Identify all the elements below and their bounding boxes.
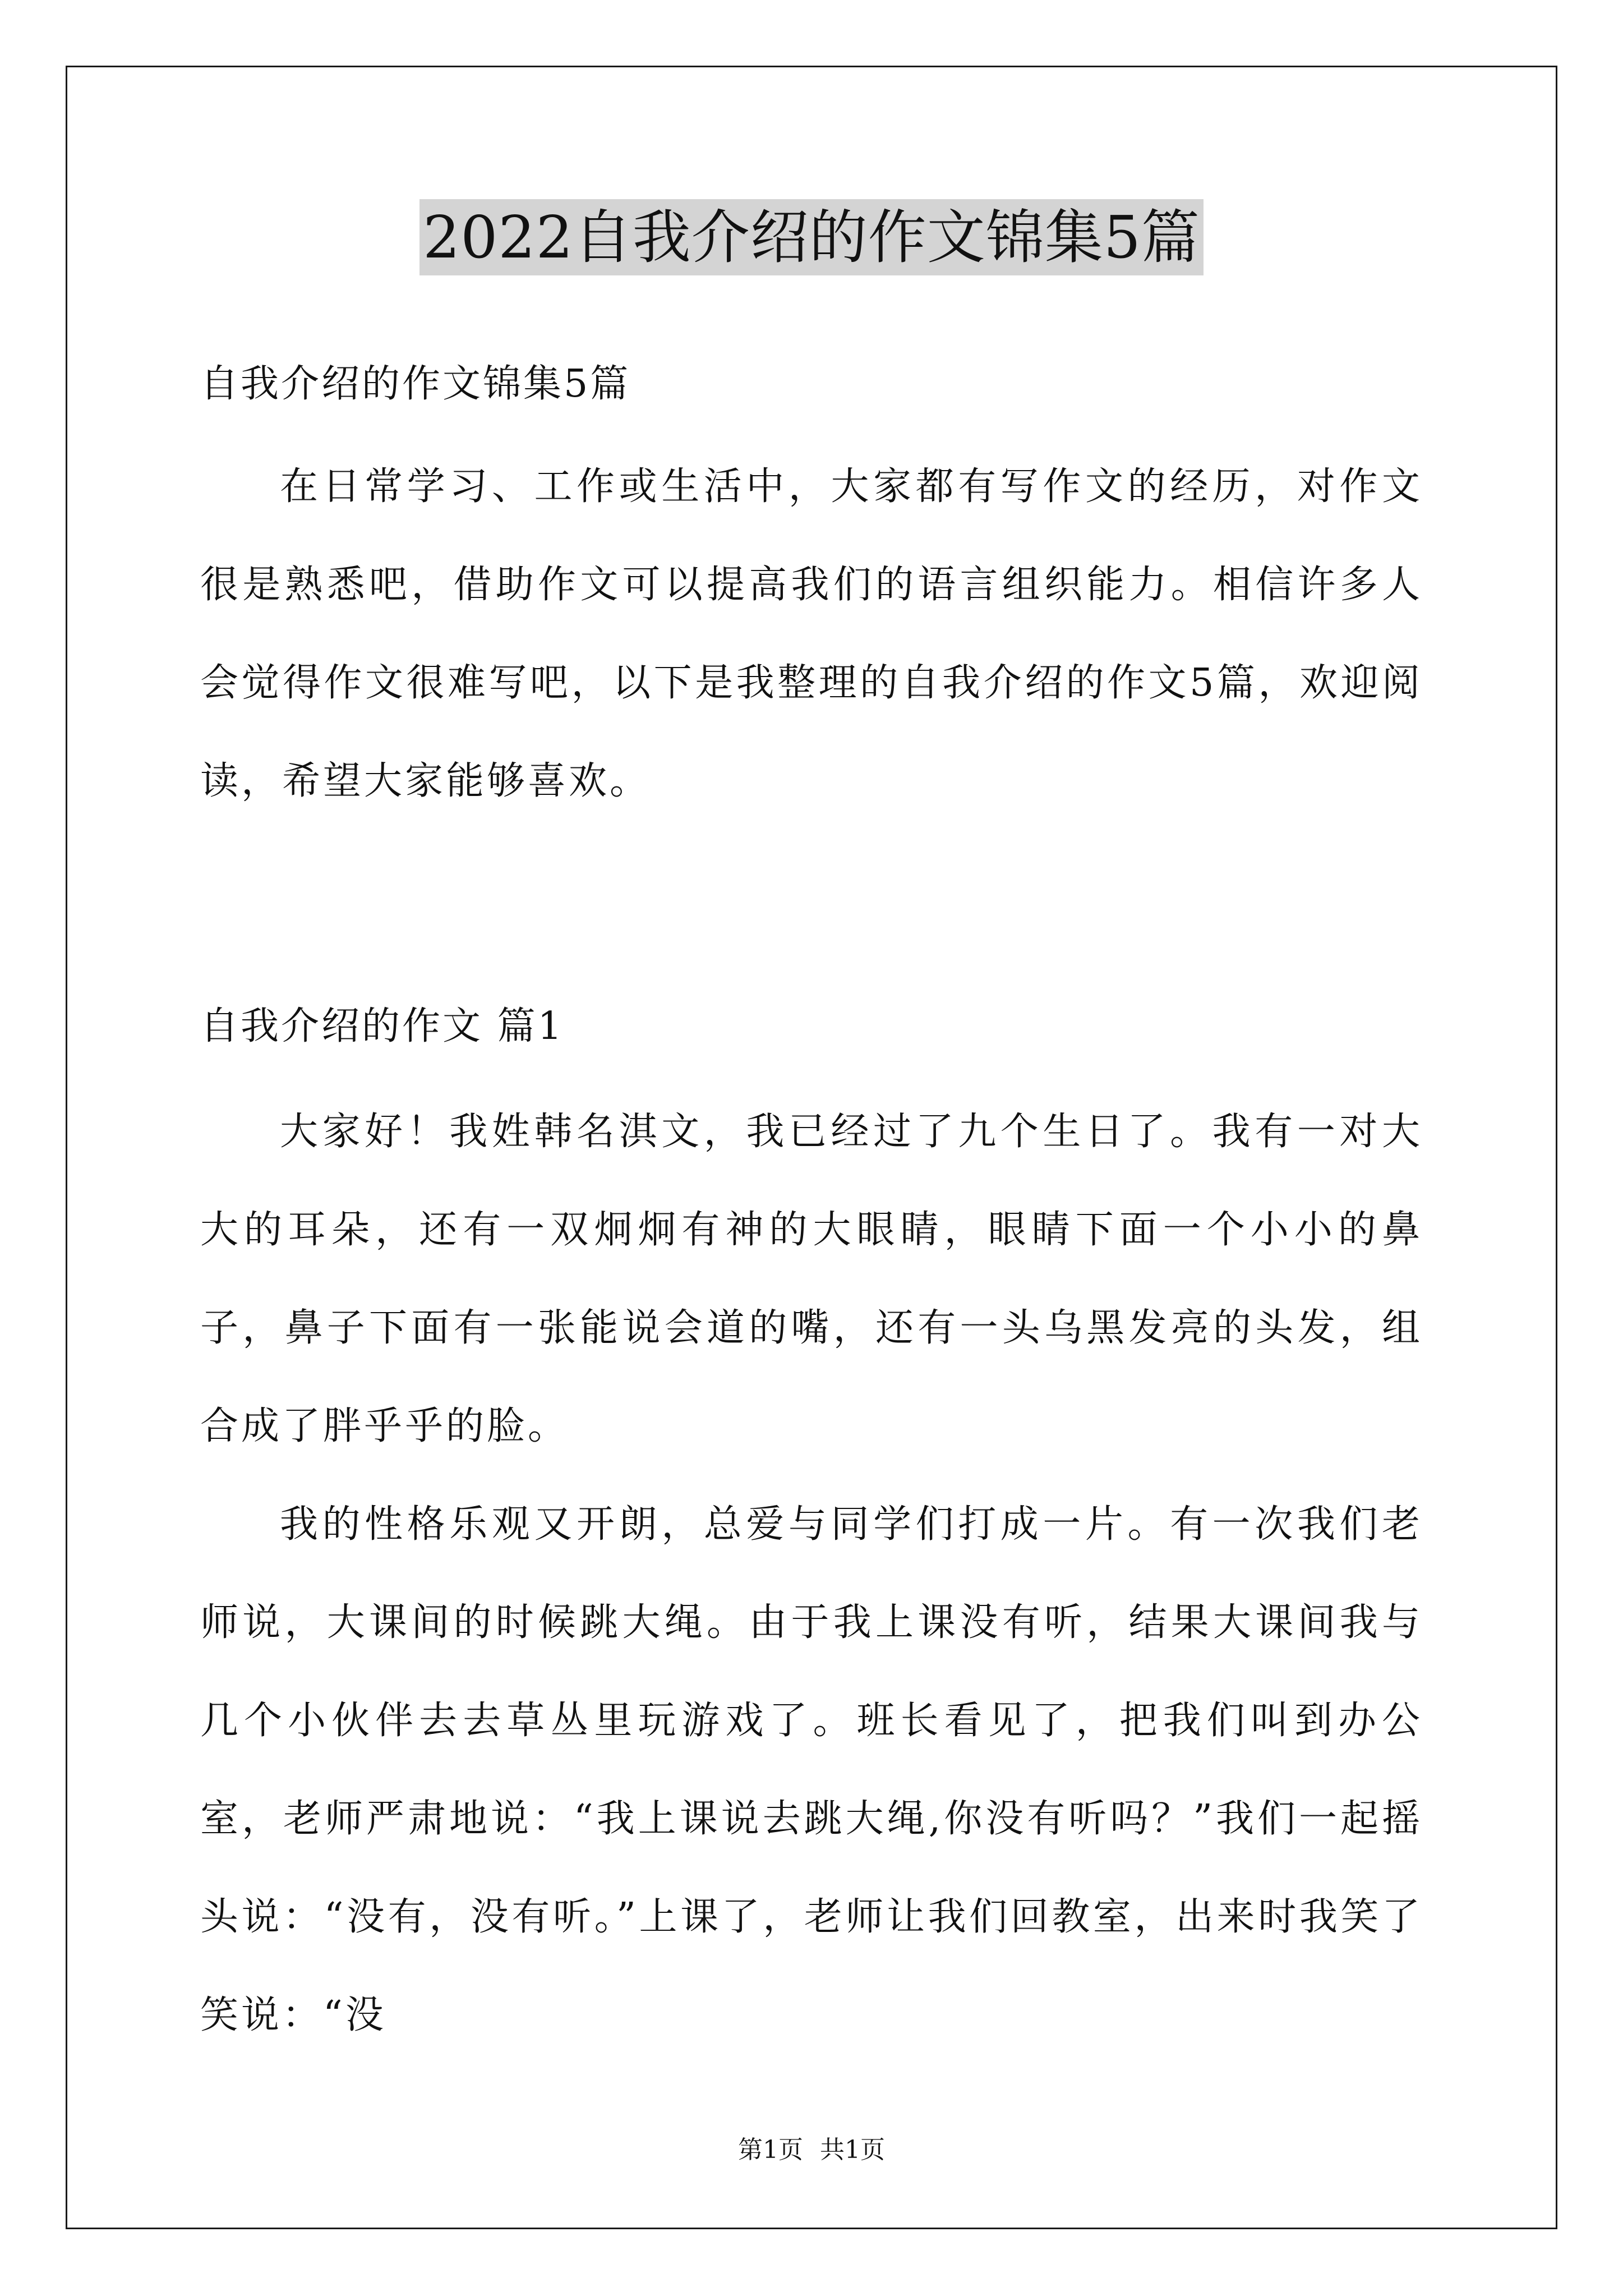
document-subtitle: 自我介绍的作文锦集5篇 — [200, 362, 631, 406]
page-number: 第1页 — [738, 2136, 803, 2164]
intro-paragraph: 在日常学习、工作或生活中，大家都有写作文的经历，对作文很是熟悉吧，借助作文可以提高我们的语言组织能力。相信许多人会觉得作文很难写吧，以下是我整理的自我介绍的作文5篇，欢迎阅读，希望大家能够喜欢。 — [200, 464, 1423, 803]
total-pages: 共1页 — [820, 2136, 885, 2164]
body-paragraph-1: 大家好！我姓韩名淇文，我已经过了九个生日了。我有一对大大的耳朵，还有一双炯炯有神的大眼睛，眼睛下面一个小小的鼻子，鼻子下面有一张能说会道的嘴，还有一头乌黑发亮的头发，组合成了胖乎乎的脸。 — [200, 1110, 1423, 1448]
title-container — [0, 199, 1623, 275]
section-heading: 自我介绍的作文 篇1 — [200, 1004, 564, 1048]
body-paragraph-2: 我的性格乐观又开朗，总爱与同学们打成一片。有一次我们老师说，大课间的时候跳大绳。由于我上课没有听，结果大课间我与几个小伙伴去去草丛里玩游戏了。班长看见了，把我们叫到办公室，老师严肃地说：“我上课说去跳大绳,你没有听吗？”我们一起摇头说：“没有，没有听。”上课了，老师让我们回教室，出来时我笑了笑说：“没 — [200, 1502, 1423, 2037]
document-title: 2022自我介绍的作文锦集5篇 — [419, 199, 1204, 275]
page-footer — [0, 2129, 1623, 2165]
